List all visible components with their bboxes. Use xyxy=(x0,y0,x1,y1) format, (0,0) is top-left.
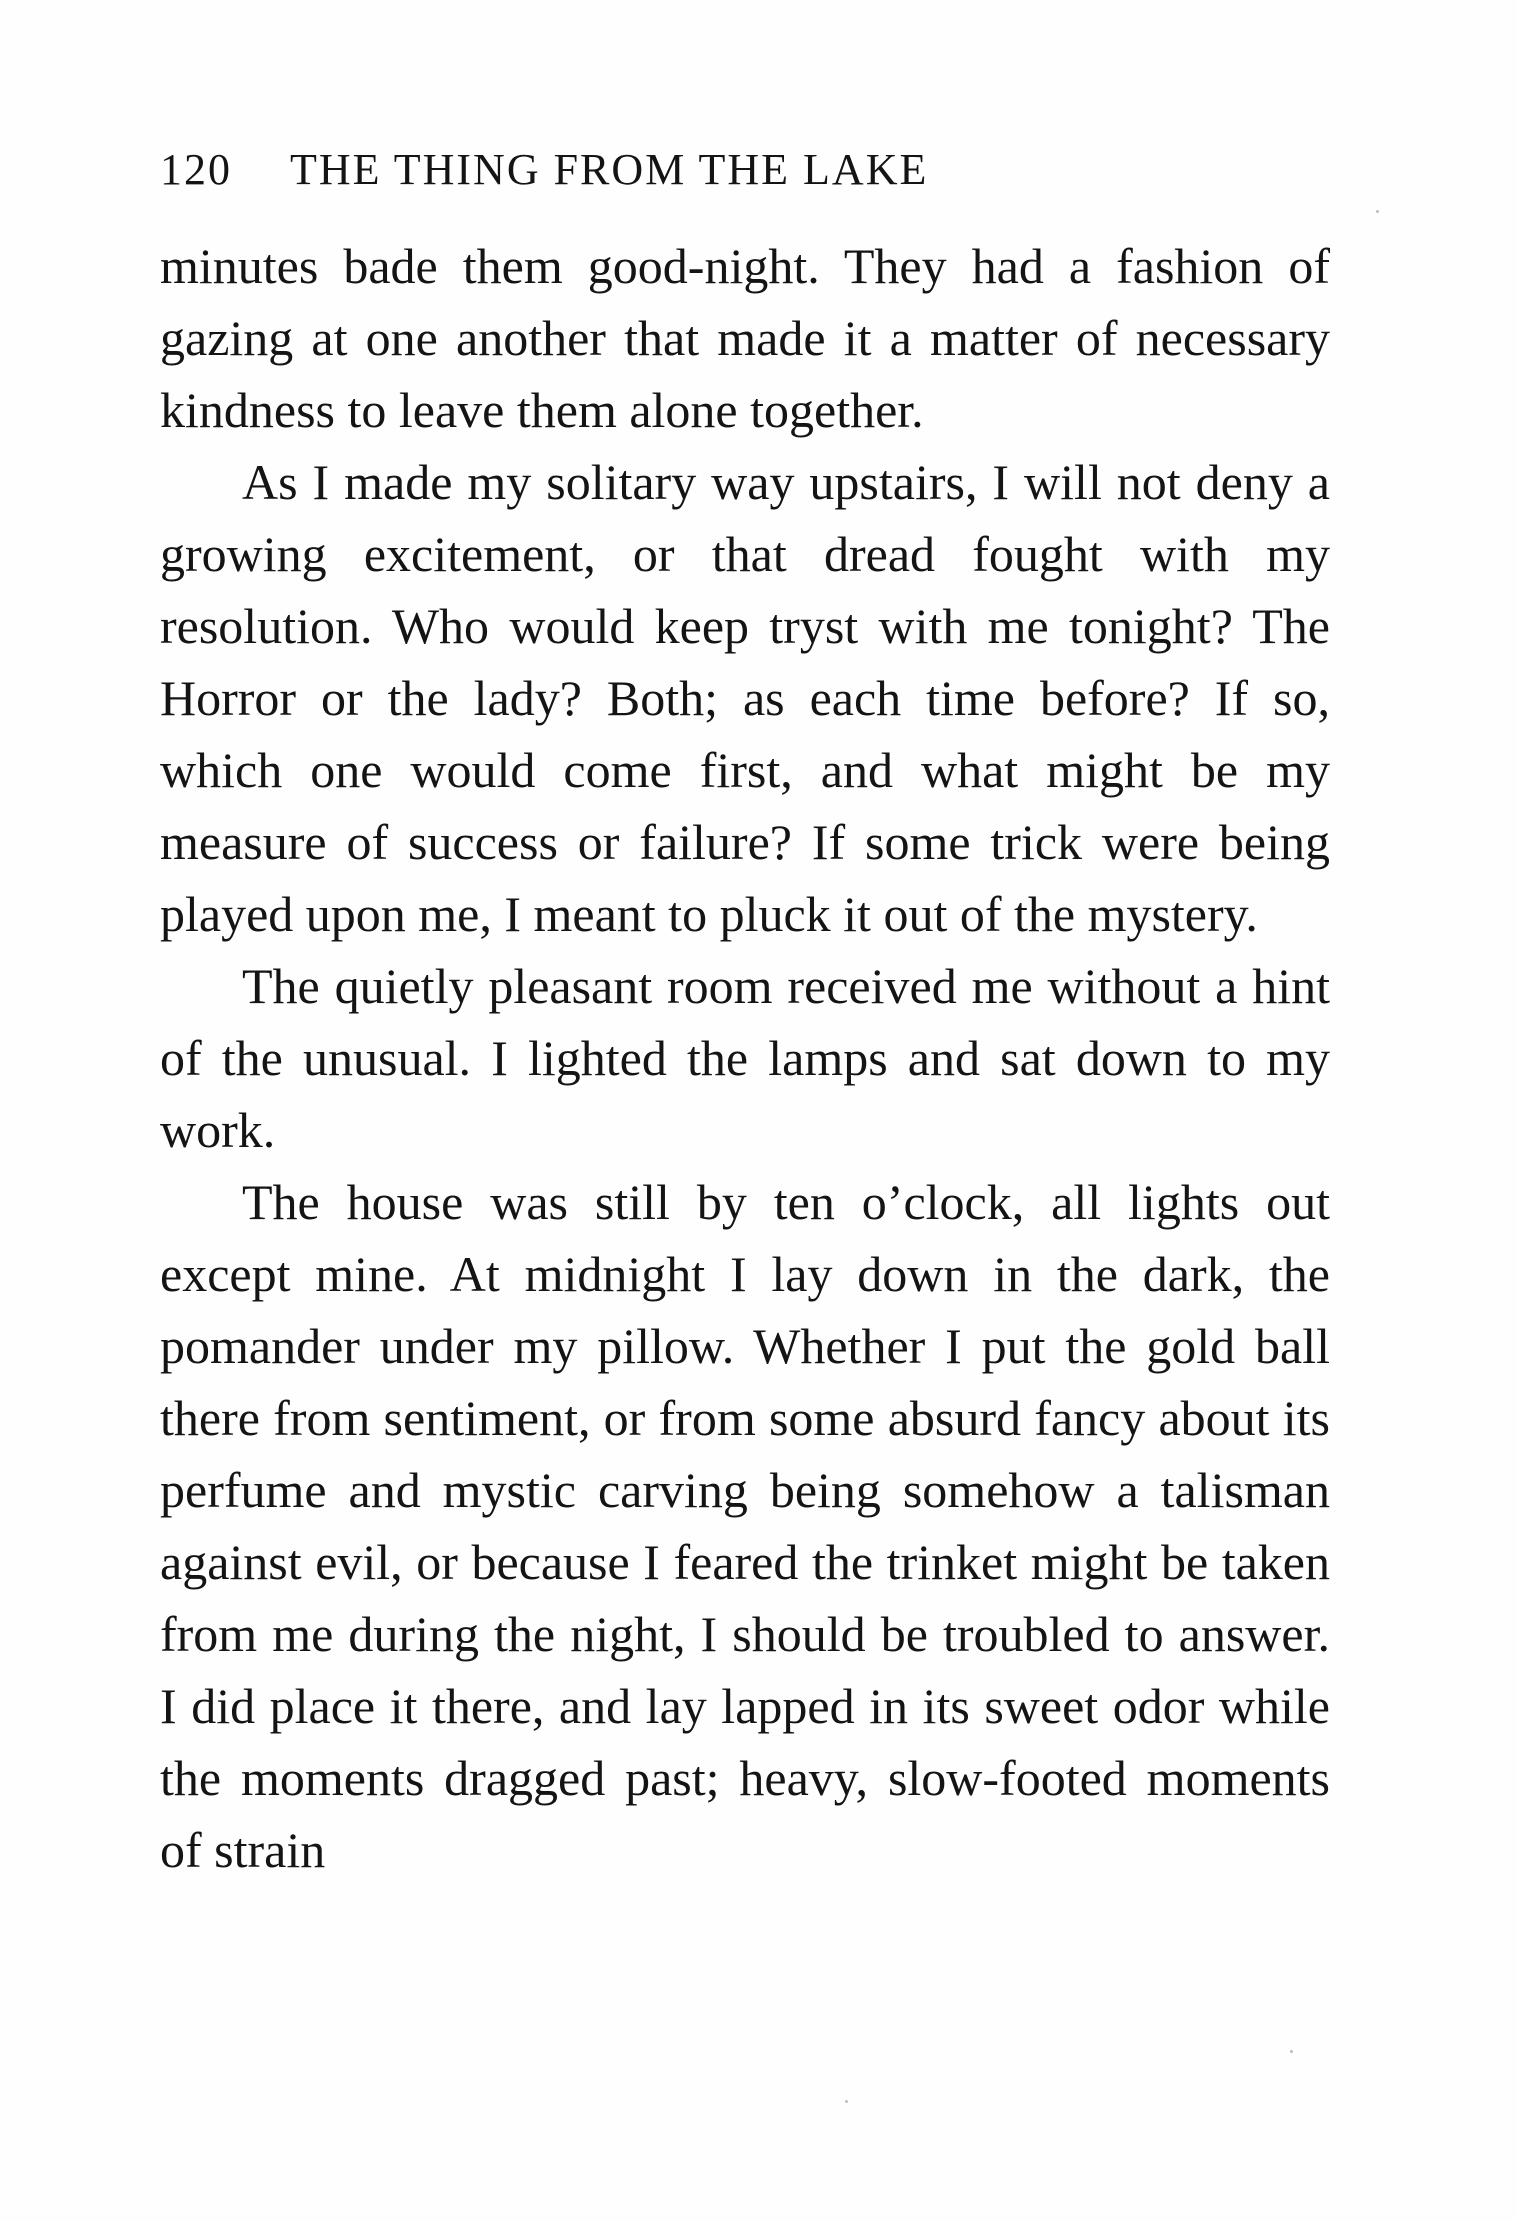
paragraph-3: The quietly pleasant room received me without a hint of the unusual. I lighted the lamps and sat down to my work. xyxy=(160,958,1330,1158)
page-number: 120 xyxy=(160,145,232,194)
paper-speck xyxy=(1290,2050,1293,2053)
book-title: THE THING FROM THE LAKE xyxy=(290,145,929,194)
body-text xyxy=(160,230,1330,1886)
paper-speck xyxy=(845,2100,848,2103)
running-head xyxy=(160,140,1330,200)
paragraph-1: minutes bade them good-night. They had a fashion of gazing at one another that made it a matter of necessary kindness to leave them alone together. xyxy=(160,238,1330,438)
paper-speck xyxy=(1376,210,1379,213)
paragraph-4: The house was still by ten o’clock, all lights out except mine. At midnight I lay down in the dark, the pomander under my pillow. Whether I put the gold ball there from sentiment, or from some absurd fancy about its perfume and mystic carving being somehow a talisman against evil, or because I feared the trinket might be taken from me during the night, I should be troubled to answer. I did place it there, and lay lapped in its sweet odor while the moments dragged past; heavy, slow-footed moments of strain xyxy=(160,1174,1330,1878)
paragraph-2: As I made my solitary way upstairs, I will not deny a growing excitement, or that dread fought with my resolution. Who would keep tryst with me tonight? The Horror or the lady? Both; as each time before? If so, which one would come first, and what might be my measure of success or failure? If some trick were being played upon me, I meant to pluck it out of the mystery. xyxy=(160,454,1330,942)
